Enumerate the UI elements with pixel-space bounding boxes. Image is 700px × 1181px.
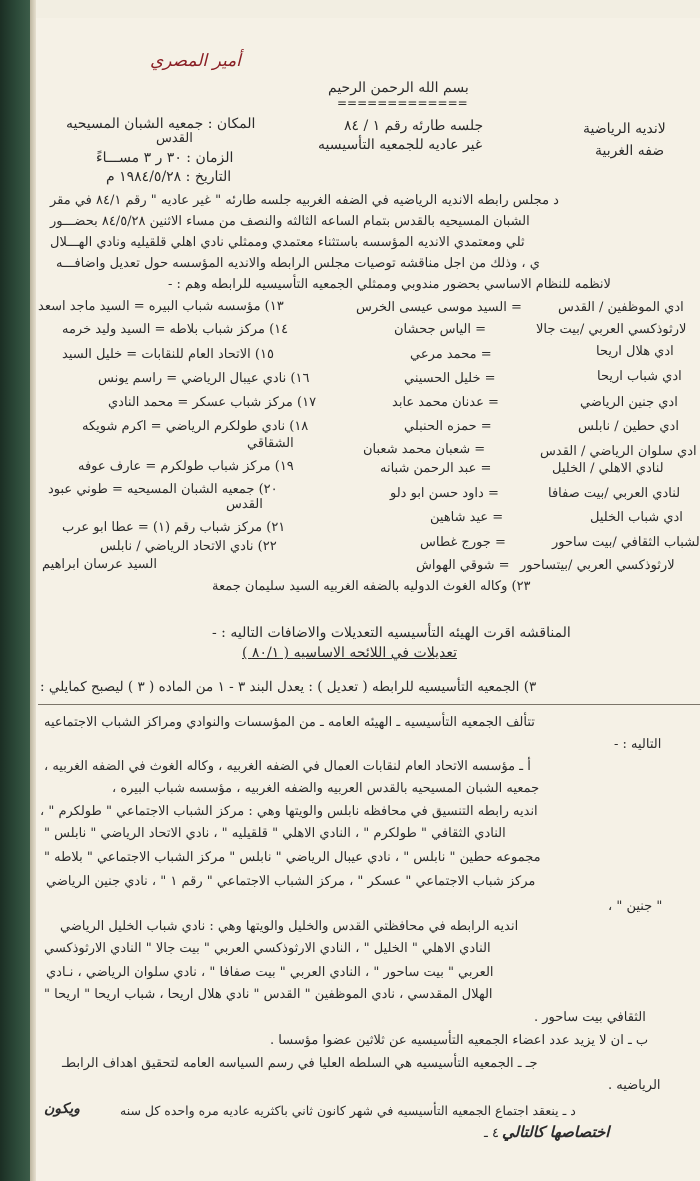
intro-line-1: د مجلس رابطه الانديه الرياضيه في الضفه الغربيه جلسه طارئه " غير عاديه " رقم ٨٤/١ في مقر — [50, 193, 559, 208]
meeting-date: التاريخ : ١٩٨٤/٥/٢٨ م — [106, 169, 232, 185]
member-club-9: لنادي العربي /بيت صفافا — [548, 486, 681, 501]
body-line-14: الثقافي بيت ساحور . — [534, 1010, 646, 1025]
body-line-3: أ ـ مؤسسه الاتحاد العام لنقابات العمال في الضفه الغربيه ، وكاله الغوث في الضفه الغربيه ، — [44, 759, 531, 774]
member-club-8: لنادي الاهلي / الخليل — [552, 461, 664, 476]
member-15: ١٥) الاتحاد العام للنقابات = خليل السيد — [62, 347, 274, 362]
body-line-8: مركز شباب الاجتماعي " عسكر " ، مركز الشباب الاجتماعي " رقم ١ " ، نادي جنين الرياضي — [46, 874, 536, 889]
member-rep-5: = عدنان محمد عابد — [392, 395, 499, 410]
member-13: ١٣) مؤسسه شباب البيره = السيد ماجد اسعد — [38, 299, 284, 314]
member-club-4: ادي شباب اريحا — [597, 369, 682, 384]
item-d: د ـ ينعقد اجتماع الجمعيه التأسيسيه في شهر كانون ثاني باكثريه عاديه مره واحده كل سنه — [120, 1103, 576, 1118]
member-rep-10: = عيد شاهين — [430, 510, 504, 525]
org-name-line1: لانديه الرياضية — [583, 121, 666, 137]
session-title: جلسه طارئه رقم ١ / ٨٤ — [344, 118, 484, 134]
member-rep-11: = جورج غطاس — [420, 535, 506, 550]
intro-line-3: ثلي ومعتمدي الانديه المؤسسه باستثناء معتمدي وممثلي نادي اهلي قلقيليه ونادي الهـــلال — [50, 235, 525, 250]
member-rep-12: = شوقي الهواش — [416, 558, 510, 573]
member-20: ٢٠) جمعيه الشبان المسيحيه = طوني عبود — [48, 482, 278, 497]
member-rep-1: = السيد موسى عيسى الخرس — [356, 300, 522, 315]
member-16: ١٦) نادي عيبال الرياضي = راسم يونس — [98, 371, 310, 386]
divider-line — [38, 704, 700, 705]
body-line-1: تتألف الجمعيه التأسيسيه ـ الهيئه العامه ـ من المؤسسات والنوادي ومراكز الشباب الاجتماعيه — [44, 715, 535, 730]
intro-line-5: لانظمه للنظام الاساسي بحضور مندوبي وممثلي الجمعيه التأسيسيه للرابطه وهم : - — [168, 277, 611, 292]
member-rep-8: = عبد الرحمن شبانه — [380, 461, 492, 476]
session-subtitle: غير عاديه للجمعيه التأسيسيه — [318, 137, 483, 153]
body-line-12: العربي " بيت ساحور " ، النادي العربي " بيت صفافا " ، نادي سلوان الرياضي ، نـادي — [46, 965, 494, 980]
article-3-heading: ٣) الجمعيه التأسيسيه للرابطه ( تعديل ) : يعدل البند ٣ - ١ من الماده ( ٣ ) ليصبح كمايلي : — [40, 679, 537, 695]
member-club-2: لارثوذكسي العربي /بيت جالا — [536, 322, 687, 337]
item-c: جـ ـ الجمعيه التأسيسيه هي السلطه العليا في رسم السياسه العامه لتحقيق اهداف الرابطـ — [62, 1056, 538, 1071]
body-line-4: جمعيه الشبان المسيحيه بالقدس العربيه والضفه الغربيه ، مؤسسه شباب البيره ، — [112, 781, 540, 796]
discussion-statement: المناقشه اقرت الهيئه التأسيسيه التعديلات والاضافات التاليه : - — [212, 625, 571, 641]
body-line-10: انديه الرابطه في محافظتي القدس والخليل والويتها وهي : نادي شباب الخليل الرياضي — [60, 919, 519, 934]
handwritten-word: ويكون — [44, 1101, 80, 1117]
member-club-6: ادي حطين / نابلس — [578, 419, 679, 434]
member-21: ٢١) مركز شباب رقم (١) = عطا ابو عرب — [62, 520, 286, 535]
member-19: ١٩) مركز شباب طولكرم = عارف عوفه — [78, 459, 294, 474]
member-rep-7: = شعبان محمد شعبان — [363, 442, 486, 457]
member-20-city: القدس — [226, 497, 263, 512]
org-name-line2: ضفه الغربية — [595, 143, 665, 159]
item-b: ب ـ ان لا يزيد عدد اعضاء الجمعيه التأسيسيه عن ثلاثين عضوا مؤسسا . — [270, 1033, 649, 1048]
body-line-6: النادي الثقافي " طولكرم " ، النادي الاهلي " قلقيليه " ، نادي الاتحاد الرياضي " نابلس " — [44, 826, 506, 841]
basmala-rule: ============= — [337, 96, 468, 110]
intro-line-2: الشبان المسيحيه بالقدس بتمام الساعه الثالثه والنصف من مساء الاثنين ٨٤/٥/٢٨ بحضـــور — [50, 214, 530, 229]
item-4: ٤ ـ — [484, 1126, 499, 1141]
body-line-11: النادي الاهلي " الخليل " ، النادي الارثوذكسي العربي " بيت جالا " النادي الارثوذكسي — [44, 941, 491, 956]
member-club-11: لشباب الثقافي /بيت ساحور — [552, 535, 700, 550]
body-line-2: التاليه : - — [614, 737, 662, 752]
binder-spine — [0, 0, 30, 1181]
meeting-place: المكان : جمعيه الشبان المسيحيه — [66, 116, 256, 132]
member-rep-2: = الياس جحشان — [394, 322, 487, 337]
member-club-10: ادي شباب الخليل — [590, 510, 683, 525]
member-club-12: لارثوذكسي العربي /بيتساحور — [520, 558, 675, 573]
member-18-surname: الشقاقي — [247, 436, 294, 451]
member-club-7: ادي سلوان الرياضي / القدس — [540, 444, 697, 459]
amendments-heading: تعديلات في اللائحه الاساسيه ( ٨٠/١ ) — [242, 645, 457, 661]
member-club-5: ادي جنين الرياضي — [580, 395, 678, 410]
handwritten-name: أمير المصري — [150, 51, 241, 71]
member-rep-4: = خليل الحسيني — [404, 371, 496, 386]
member-14: ١٤) مركز شباب بلاطه = السيد وليد خرمه — [62, 322, 289, 337]
member-22-rep: السيد عرسان ابراهيم — [42, 557, 157, 572]
member-18: ١٨) نادي طولكرم الرياضي = اكرم شويكه — [82, 419, 309, 434]
meeting-place-city: القدس — [156, 131, 193, 146]
member-rep-6: = حمزه الحنبلي — [404, 419, 492, 434]
member-23: ٢٣) وكاله الغوث الدوليه بالضفه الغربيه السيد سليمان جمعة — [212, 579, 531, 594]
member-22: ٢٢) نادي الاتحاد الرياضي / نابلس — [100, 539, 277, 554]
body-line-9: " جنين " ، — [608, 899, 663, 914]
item-c-cont: الرياضيه . — [608, 1078, 661, 1093]
body-line-7: مجموعه حطين " نابلس " ، نادي عيبال الرياضي " نابلس " مركز الشباب الاجتماعي " بلاطه " — [44, 850, 541, 865]
member-club-1: ادي الموظفين / القدس — [558, 300, 684, 315]
handwritten-bottom-note: اختصاصها كالتالي — [502, 1123, 610, 1141]
member-rep-3: = محمد مرعي — [410, 347, 492, 362]
member-rep-9: = داود حسن ابو دلو — [390, 486, 499, 501]
member-17: ١٧) مركز شباب عسكر = محمد النادي — [108, 395, 317, 410]
member-club-3: ادي هلال اريحا — [596, 344, 674, 359]
body-line-5: انديه رابطه التنسيق في محافظه نابلس والويتها وهي : مركز الشباب الاجتماعي " طولكرم " ، — [40, 804, 538, 819]
intro-line-4: ي ، وذلك من اجل مناقشه توصيات مجلس الرابطه والانديه المؤسسه حول تعديل واضافـــه — [56, 256, 540, 271]
basmala: بسم الله الرحمن الرحيم — [328, 80, 469, 96]
meeting-time: الزمان : ٣٠ ر ٣ مســـاءً — [96, 150, 234, 166]
body-line-13: الهلال المقدسي ، نادي الموظفين " القدس " نادي هلال اريحا ، شباب اريحا " اريحا " — [44, 987, 493, 1002]
